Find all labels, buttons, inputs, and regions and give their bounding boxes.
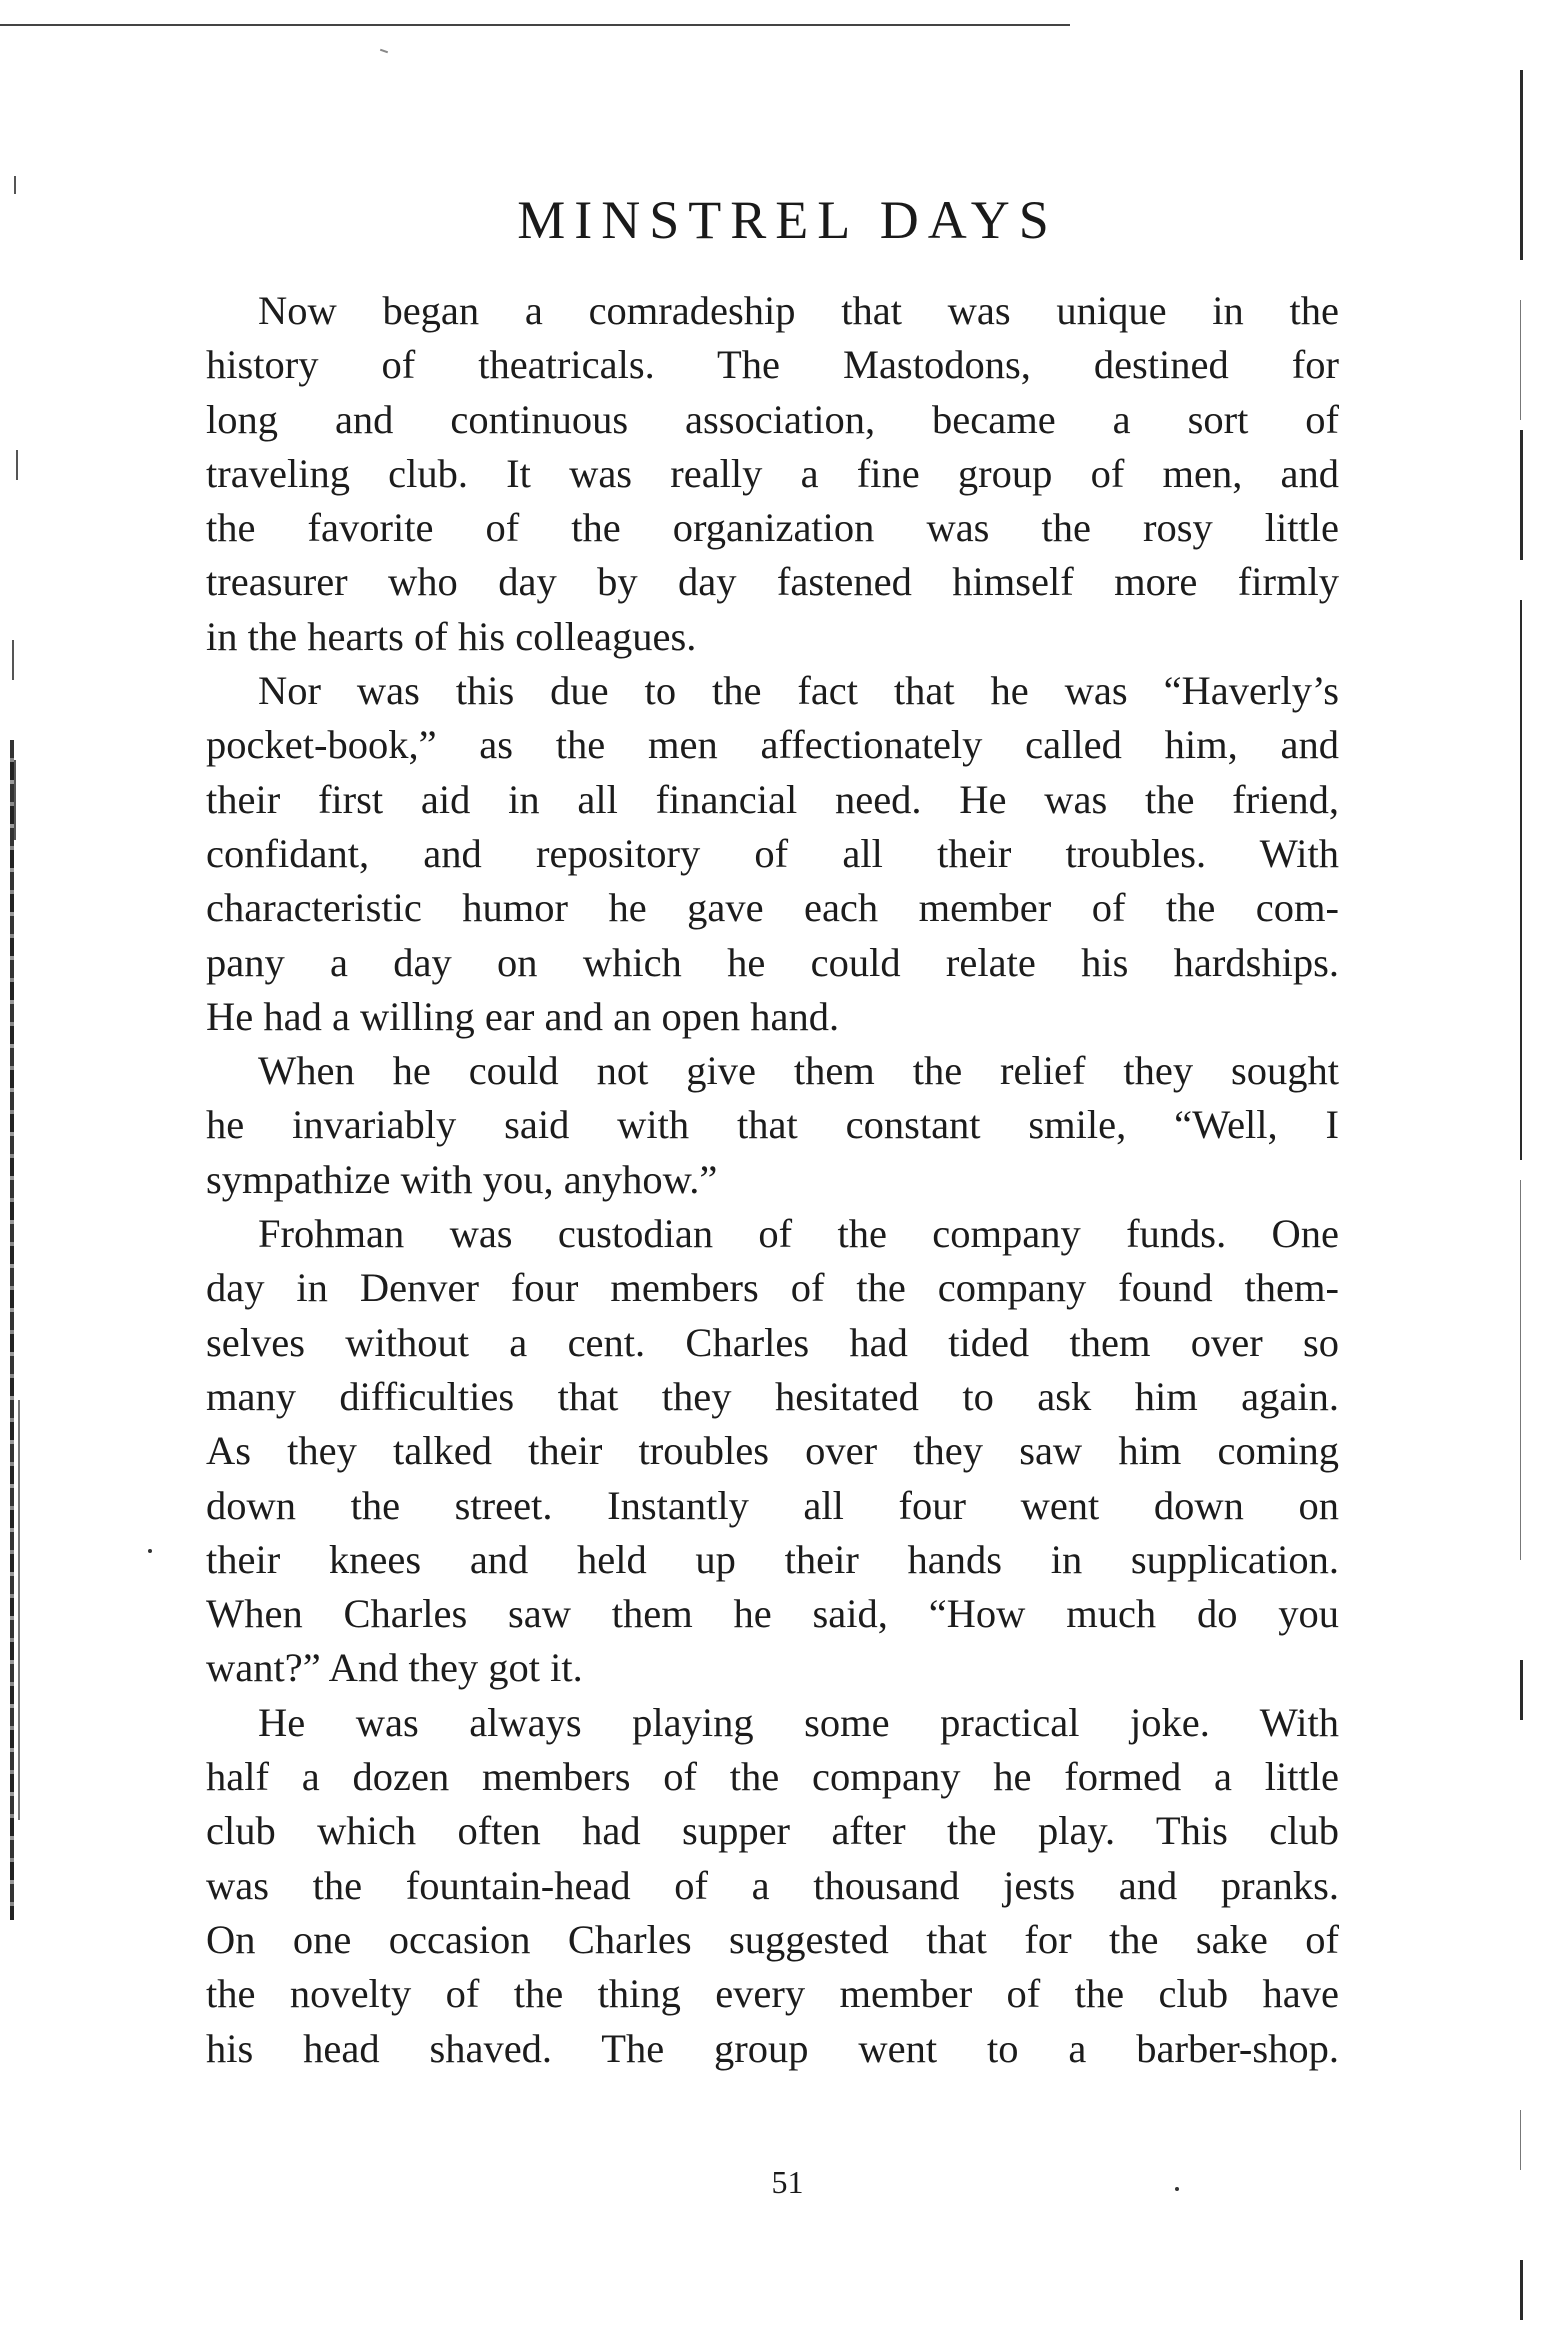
text-line: confidant, and repository of all their troubles. With: [206, 830, 1339, 876]
text-line: He was always playing some practical joke. With: [258, 1699, 1339, 1745]
right-scan-edge: [1520, 600, 1522, 1160]
scan-mark: [12, 640, 14, 680]
text-line: down the street. Instantly all four went down on: [206, 1482, 1339, 1528]
right-scan-edge: [1520, 2110, 1521, 2170]
paragraph: [206, 1207, 1339, 1696]
right-scan-edge: [1520, 300, 1521, 420]
scan-mark: [14, 760, 16, 840]
paragraph: [206, 1696, 1339, 2076]
right-scan-edge: [1520, 430, 1523, 560]
page-number: 51: [771, 2164, 804, 2200]
text-line: many difficulties that they hesitated to ask him again.: [206, 1373, 1339, 1419]
text-line: characteristic humor he gave each member of the com-: [206, 885, 1339, 931]
text-line: the novelty of the thing every member of the club have: [206, 1971, 1339, 2017]
text-line: day in Denver four members of the company found them-: [206, 1265, 1339, 1311]
running-head: MINSTREL DAYS: [517, 190, 1058, 250]
text-line: was the fountain-head of a thousand jests and pranks.: [206, 1862, 1339, 1908]
text-line: When he could not give them the relief they sought: [258, 1048, 1339, 1094]
text-line: Frohman was custodian of the company funds. One: [258, 1211, 1339, 1257]
text-line: long and continuous association, became a sort of: [206, 396, 1339, 442]
text-line: history of theatricals. The Mastodons, destined for: [206, 342, 1339, 388]
text-line: When Charles saw them he said, “How much do you: [206, 1591, 1339, 1637]
top-rule: [0, 24, 1070, 26]
text-line: in the hearts of his colleagues.: [206, 613, 697, 659]
text-line: sympathize with you, anyhow.”: [206, 1156, 718, 1202]
text-line: half a dozen members of the company he formed a little: [206, 1754, 1339, 1800]
right-scan-edge: [1520, 2260, 1523, 2320]
text-line: want?” And they got it.: [206, 1645, 583, 1691]
left-scan-edge: [10, 740, 14, 1920]
text-line: their first aid in all financial need. He was the friend,: [206, 776, 1339, 822]
scan-speck: [148, 1549, 152, 1553]
text-line: He had a willing ear and an open hand.: [206, 993, 840, 1039]
right-scan-edge: [1520, 1660, 1523, 1720]
text-line: treasurer who day by day fastened himself more firmly: [206, 559, 1339, 605]
text-line: Now began a comradeship that was unique in the: [258, 288, 1339, 333]
text-line: As they talked their troubles over they saw him coming: [206, 1428, 1339, 1474]
paragraph: [206, 284, 1339, 664]
text-line: his head shaved. The group went to a barber-shop.: [206, 2025, 1339, 2071]
text-line: Nor was this due to the fact that he was “Haverly’s: [258, 668, 1339, 714]
text-line: pocket-book,” as the men affectionately called him, and: [206, 722, 1339, 768]
body-text: [206, 284, 1339, 2076]
text-line: On one occasion Charles suggested that for the sake of: [206, 1916, 1339, 1962]
text-line: club which often had supper after the play. This club: [206, 1808, 1339, 1854]
text-line: their knees and held up their hands in supplication.: [206, 1536, 1339, 1582]
right-scan-edge: [1520, 1180, 1521, 1560]
text-line: pany a day on which he could relate his hardships.: [206, 939, 1339, 985]
text-line: the favorite of the organization was the rosy little: [206, 505, 1339, 551]
left-scan-edge: [18, 1400, 20, 1820]
text-line: traveling club. It was really a fine group of men, and: [206, 450, 1339, 496]
paragraph: [206, 664, 1339, 1044]
scan-mark: [16, 450, 18, 480]
text-line: he invariably said with that constant smile, “Well, I: [206, 1102, 1339, 1148]
scan-mark: [380, 49, 388, 54]
text-line: selves without a cent. Charles had tided them over so: [206, 1319, 1339, 1365]
paragraph: [206, 1044, 1339, 1207]
